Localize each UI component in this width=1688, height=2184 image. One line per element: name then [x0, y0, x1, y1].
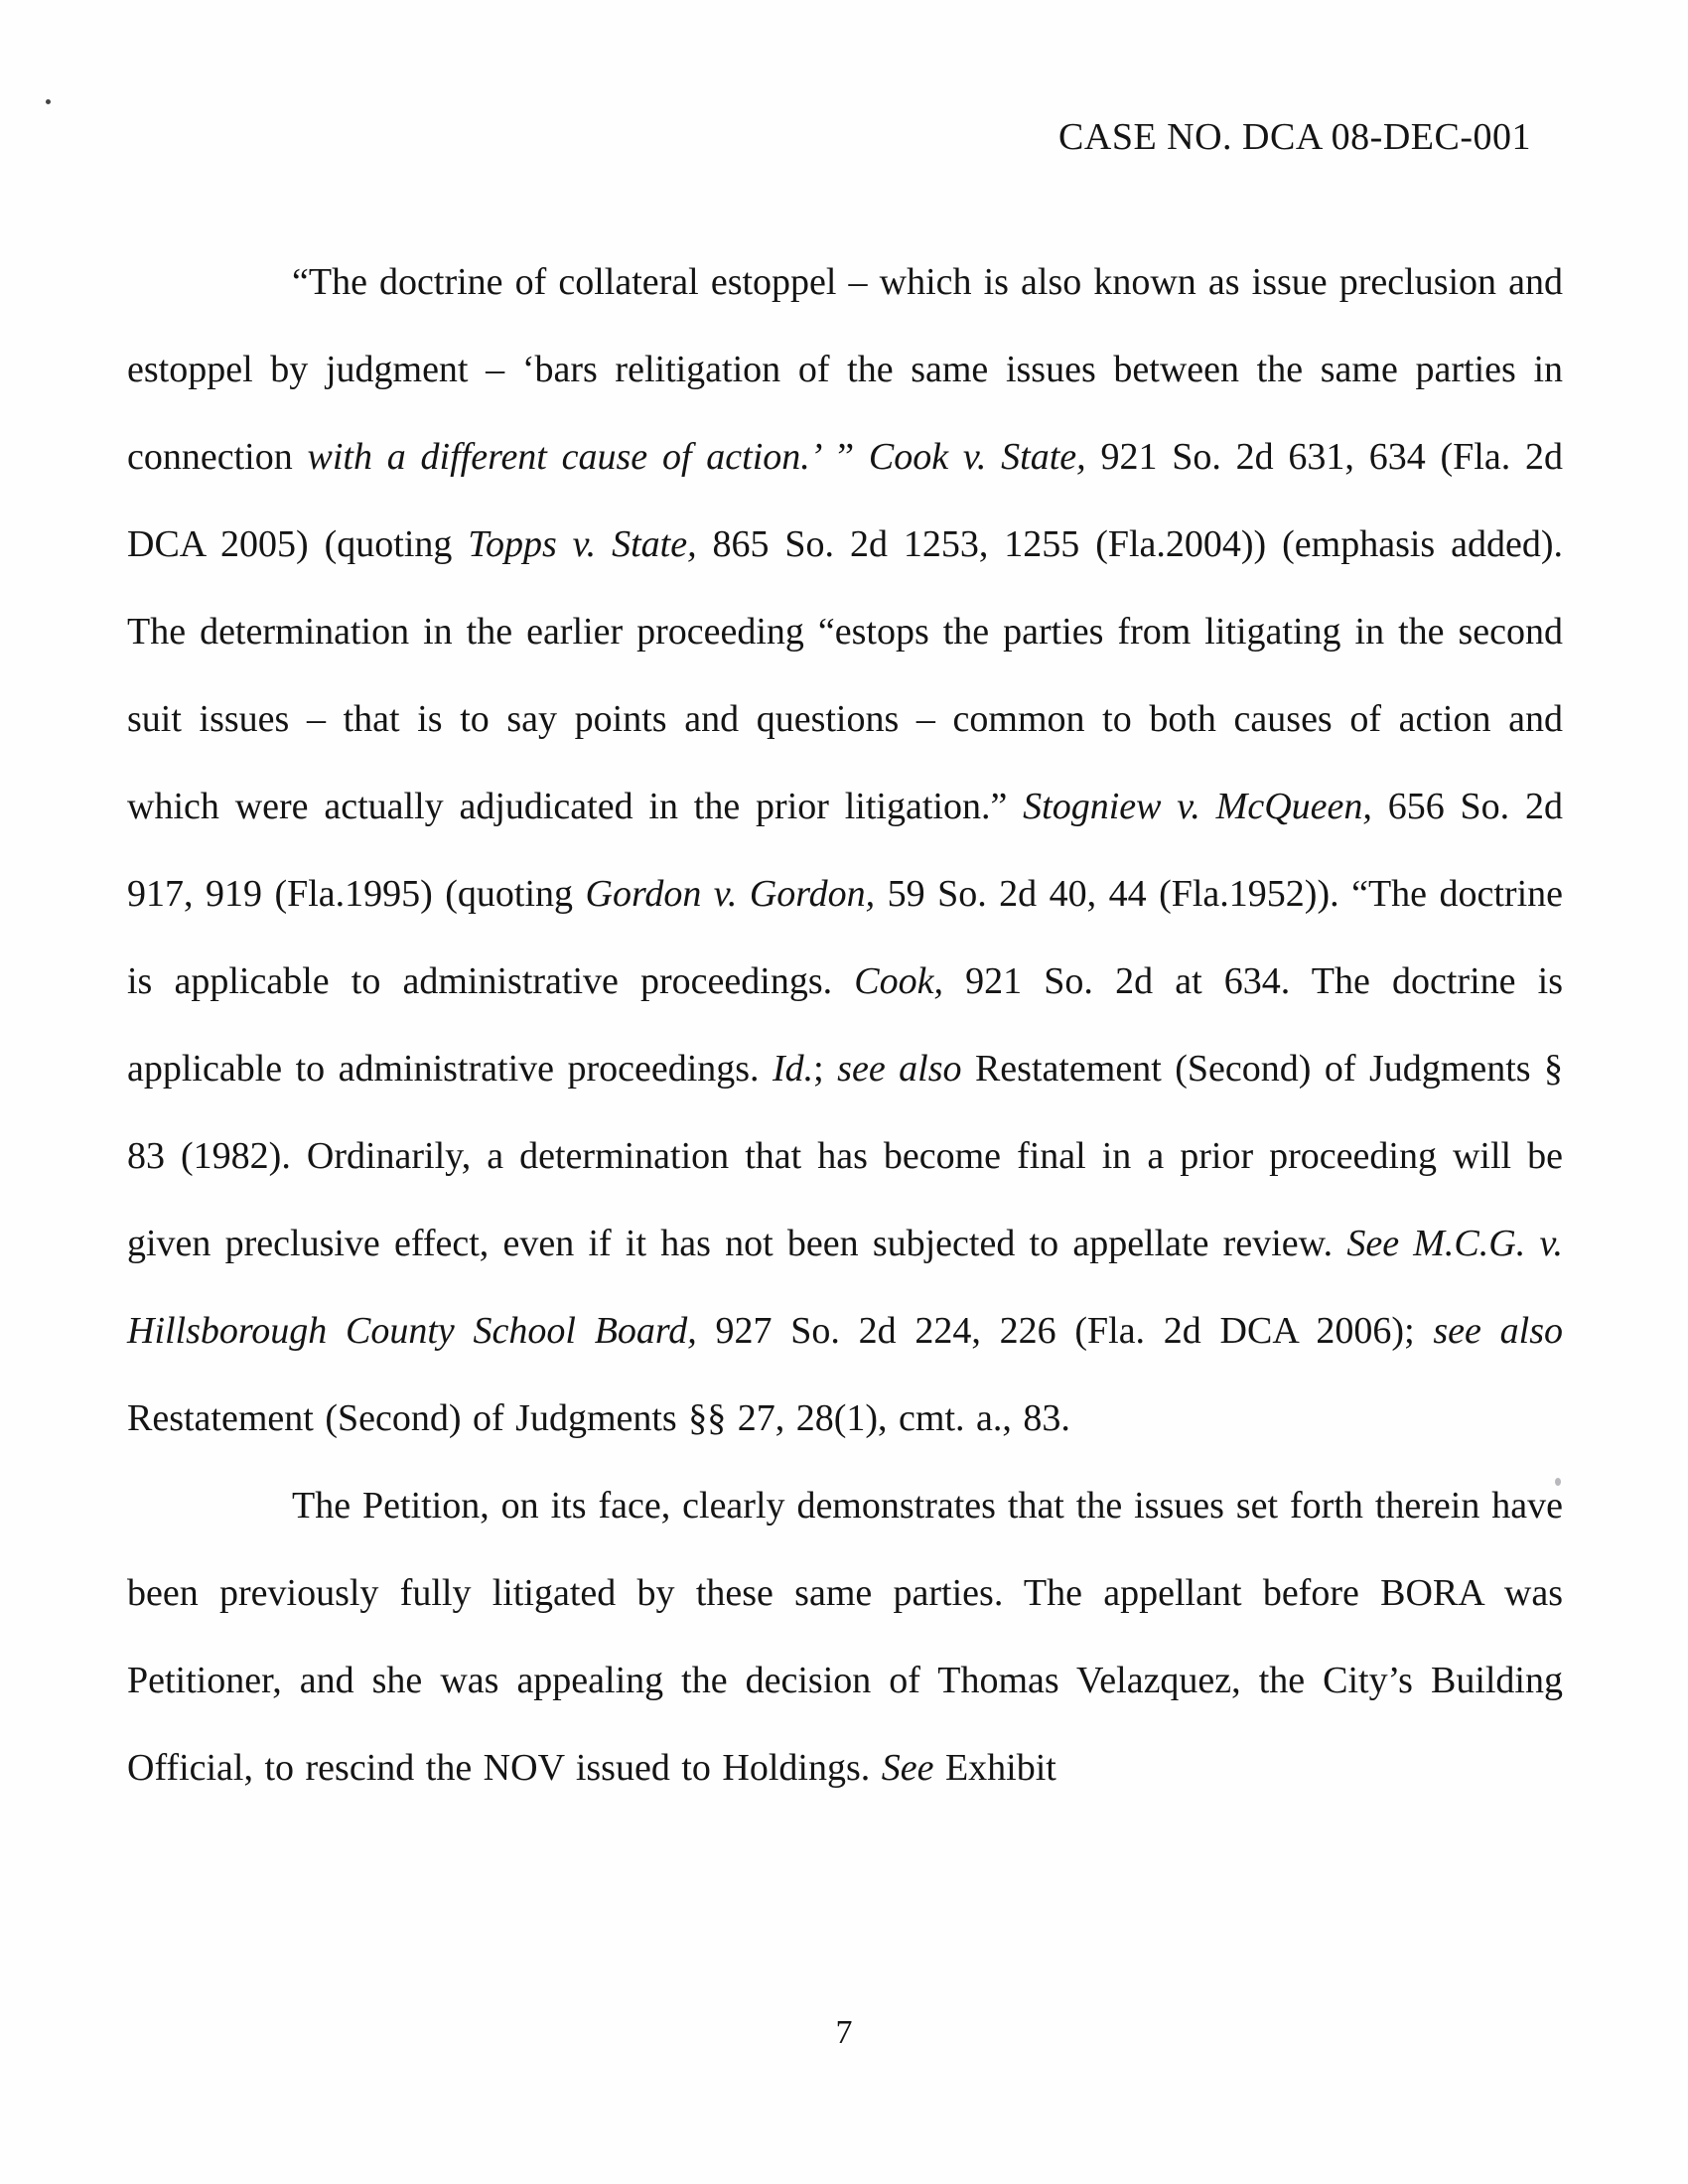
- text-run: Restatement (Second) of Judgments §§ 27, 28(1), cmt. a., 83.: [127, 1397, 1070, 1439]
- text-run: 656 So. 2d 917, 919 (Fla.1995) (quoting: [127, 786, 1564, 915]
- text-run: Restatement (Second) of Judgments § 83 (1982). Ordinarily, a determination that has become final in a prior proceeding will be given preclusive effect, even if it has not been subjected to appellate review.: [127, 1048, 1563, 1264]
- text-run: ”: [822, 436, 869, 478]
- text-run-italic: Stogniew v. McQueen,: [1023, 786, 1372, 827]
- text-run-italic: Cook,: [854, 960, 943, 1002]
- text-run: “The doctrine of collateral estoppel – which is also known as issue preclusion and estoppel by judgment – ‘bars relitigation of the same issues between the same parties in connection: [127, 261, 1563, 478]
- paragraph: [127, 238, 1563, 1462]
- text-run-italic: Cook v. State,: [868, 436, 1086, 478]
- text-run: 865 So. 2d 1253, 1255 (Fla.2004)) (emphasis added). The determination in the earlier proceeding “estops the parties from litigating in the second suit issues – that is to say points and questions – common to both causes of action and which were actually adjudicated in the prior litigation.”: [127, 523, 1564, 827]
- page-number: 7: [835, 2014, 853, 2051]
- text-run: The Petition, on its face, clearly demonstrates that the issues set forth therein have been previously fully litigated by these same parties. The appellant before BORA was Petitioner, and she was appealing the decision of Thomas Velazquez, the City’s Building Official, to rescind the NOV issued to Holdings.: [127, 1485, 1563, 1789]
- text-run-italic: see also: [1433, 1310, 1563, 1352]
- case-number: CASE NO. DCA 08-DEC-001: [1058, 116, 1531, 158]
- text-run-italic: Id.: [773, 1048, 814, 1090]
- text-run-italic: Topps v. State,: [468, 523, 697, 565]
- text-run-italic: Gordon v. Gordon,: [585, 873, 876, 915]
- text-run-italic: with a different cause of action.’: [307, 436, 823, 478]
- text-run: Exhibit: [933, 1747, 1056, 1789]
- text-run: 927 So. 2d 224, 226 (Fla. 2d DCA 2006);: [696, 1310, 1434, 1352]
- text-run: 921 So. 2d 631, 634 (Fla. 2d DCA 2005) (quoting: [127, 436, 1563, 565]
- text-run-italic: See M.C.G. v. Hillsborough County School Board,: [127, 1223, 1563, 1352]
- text-run: ;: [813, 1048, 838, 1090]
- scan-speck-top-left: [46, 99, 51, 104]
- text-run-italic: see also: [837, 1048, 962, 1090]
- document-body: [127, 238, 1563, 1812]
- text-run: 59 So. 2d 40, 44 (Fla.1952)). “The doctrine is applicable to administrative proceedings.: [127, 873, 1563, 1002]
- paragraph: [127, 1462, 1563, 1812]
- text-run-italic: See: [881, 1747, 934, 1789]
- text-run: 921 So. 2d at 634. The doctrine is applicable to administrative proceedings.: [127, 960, 1563, 1090]
